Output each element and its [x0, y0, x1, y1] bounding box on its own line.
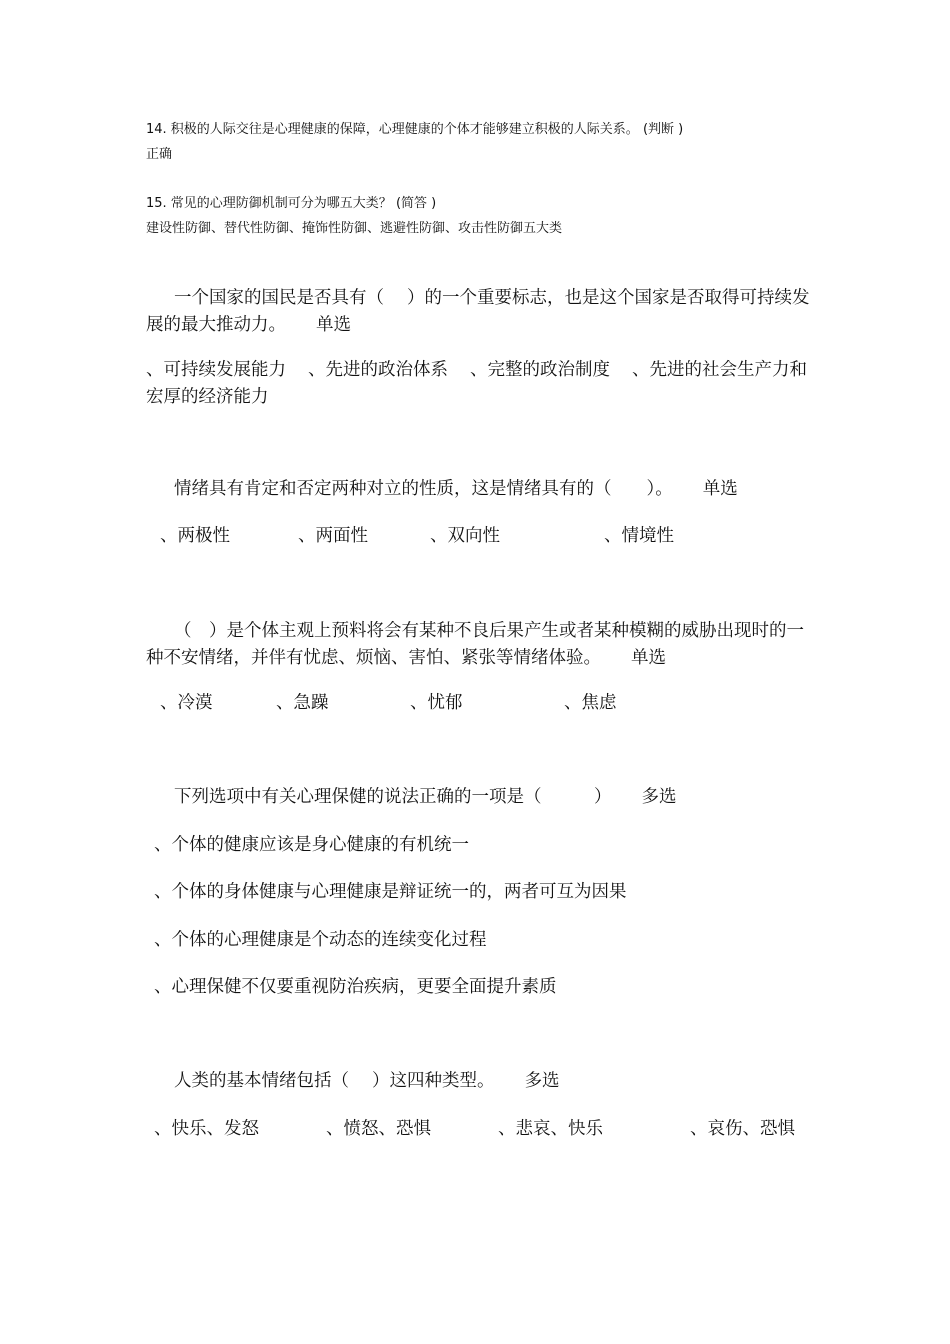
- option[interactable]: 、完整的政治制度: [470, 360, 610, 380]
- question-3: [146, 618, 814, 672]
- question-4: [146, 784, 814, 811]
- option[interactable]: 、个体的身体健康与心理健康是辩证统一的，两者可互为因果: [154, 882, 627, 902]
- option[interactable]: 、两极性: [160, 526, 230, 546]
- question-14-answer: 正确: [146, 147, 173, 162]
- question-15-answer: 建设性防御、替代性防御、掩饰性防御、逃避性防御、攻击性防御五大类: [146, 221, 563, 236]
- option[interactable]: 、个体的心理健康是个动态的连续变化过程: [154, 930, 487, 950]
- question-14-text: 14. 积极的人际交往是心理健康的保障，心理健康的个体才能够建立积极的人际关系。 (判断 ): [146, 122, 684, 137]
- option[interactable]: 、愤怒、恐惧: [326, 1119, 431, 1139]
- question-2-type: 单选: [702, 479, 738, 499]
- question-5-type: 多选: [524, 1071, 560, 1091]
- question-5-stem: 人类的基本情绪包括（ ）这四种类型。: [174, 1071, 495, 1091]
- option[interactable]: 、焦虑: [564, 693, 617, 713]
- question-4-stem: 下列选项中有关心理保健的说法正确的一项是（ ）: [174, 787, 612, 807]
- option[interactable]: 、心理保健不仅要重视防治疾病，更要全面提升素质: [154, 977, 557, 997]
- option[interactable]: 、哀伤、恐惧: [690, 1119, 795, 1139]
- option[interactable]: 、忧郁: [410, 693, 463, 713]
- option[interactable]: 、冷漠: [160, 693, 213, 713]
- option[interactable]: 、急躁: [276, 693, 329, 713]
- option[interactable]: 、个体的健康应该是身心健康的有机统一: [154, 835, 469, 855]
- option[interactable]: 、悲哀、快乐: [498, 1119, 603, 1139]
- option[interactable]: 、情境性: [604, 526, 674, 546]
- question-1-options: [146, 357, 814, 411]
- question-15-text: 15. 常见的心理防御机制可分为哪五大类？ (简答 ): [146, 196, 437, 211]
- question-1: [146, 285, 814, 339]
- question-5: [146, 1068, 814, 1095]
- option[interactable]: 、可持续发展能力: [146, 360, 286, 380]
- question-3-stem: （ ）是个体主观上预料将会有某种不良后果产生或者某种模糊的威胁出现时的一种不安情绪，并伴有忧虑、烦恼、害怕、紧张等情绪体验。: [146, 621, 804, 668]
- question-3-type: 单选: [631, 648, 666, 668]
- question-2-stem: 情绪具有肯定和否定两种对立的性质，这是情绪具有的（ ）。: [174, 479, 673, 499]
- question-1-stem: 一个国家的国民是否具有（ ）的一个重要标志，也是这个国家是否取得可持续发展的最大推动力。: [146, 288, 810, 335]
- question-4-type: 多选: [641, 787, 677, 807]
- option[interactable]: 、两面性: [298, 526, 368, 546]
- question-1-type: 单选: [316, 315, 351, 335]
- option[interactable]: 、双向性: [430, 526, 500, 546]
- option[interactable]: 、先进的政治体系: [308, 360, 448, 380]
- question-2: [146, 476, 814, 503]
- option[interactable]: 、先进的社会生产力和宏厚的经济能力: [146, 360, 807, 407]
- option[interactable]: 、快乐、发怒: [154, 1119, 259, 1139]
